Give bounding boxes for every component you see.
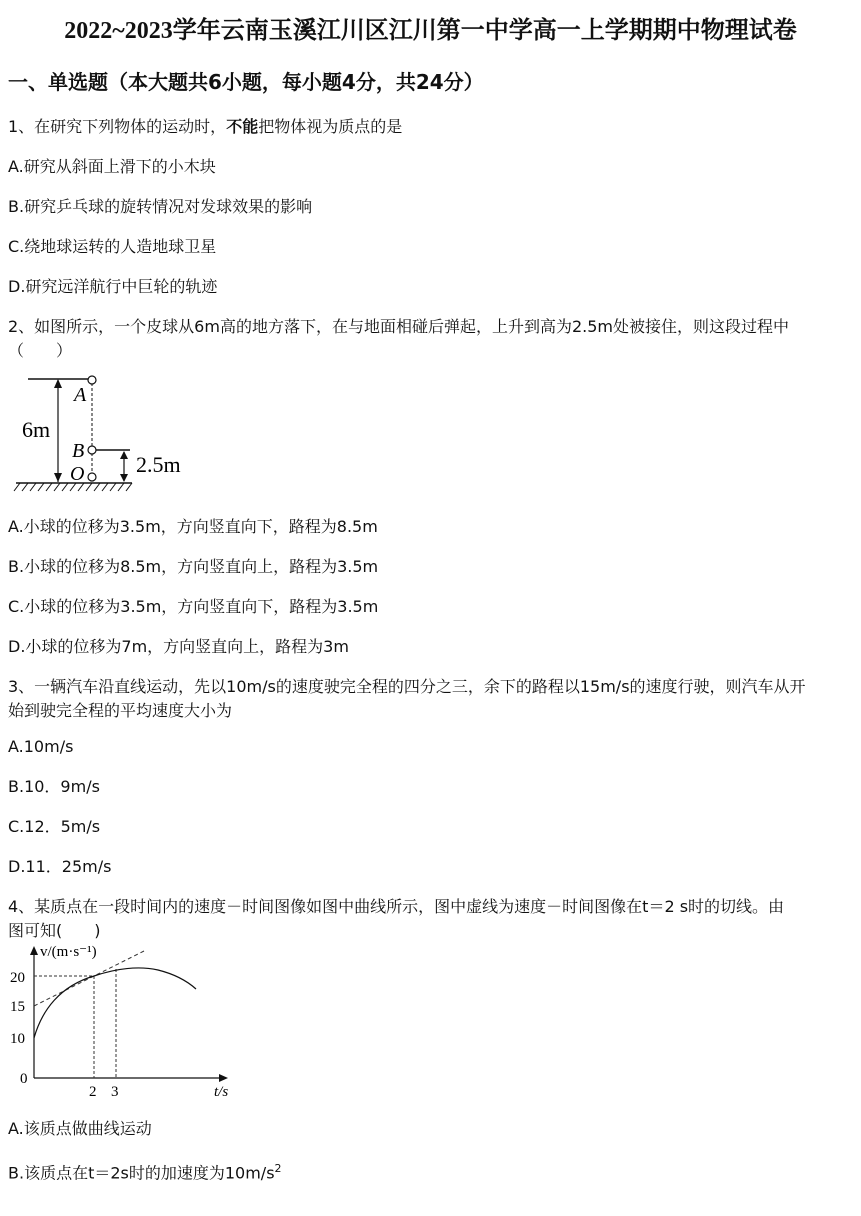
x-tick-3: 3 — [111, 1084, 119, 1100]
q1-suffix: 把物体视为质点的是 — [258, 117, 403, 136]
x-axis-label: t/s — [214, 1084, 229, 1100]
q1-option-a[interactable]: A.研究从斜面上滑下的小木块 — [8, 157, 216, 176]
x-tick-2: 2 — [89, 1084, 97, 1100]
q3-stem-line1: 3、一辆汽车沿直线运动，先以10m/s的速度驶完全程的四分之三，余下的路程以15m/s的速度行驶，则汽车从开 — [8, 677, 806, 696]
q4-option-b-sup: 2 — [274, 1162, 282, 1175]
q1-option-d[interactable]: D.研究远洋航行中巨轮的轨迹 — [8, 277, 218, 296]
y-tick-0: 0 — [20, 1071, 28, 1087]
ball-o-marker — [88, 473, 96, 481]
q4-stem-line1: 4、某质点在一段时间内的速度－时间图像如图中曲线所示，图中虚线为速度－时间图像在t＝2 s时的切线。由 — [8, 897, 785, 916]
q3-option-b[interactable]: B.10．9m/s — [8, 777, 100, 796]
y-axis-label: v/(m·s⁻¹) — [40, 944, 97, 960]
ball-a-marker — [88, 376, 96, 384]
question-1-stem — [8, 116, 853, 138]
q4-option-b[interactable] — [8, 1158, 853, 1184]
q3-option-a[interactable]: A.10m/s — [8, 737, 74, 756]
q2-option-d[interactable]: D.小球的位移为7m，方向竖直向上，路程为3m — [8, 637, 349, 656]
page-title: 2022~2023学年云南玉溪江川区江川第一中学高一上学期期中物理试卷 — [64, 18, 797, 44]
height-2-5m-label: 2.5m — [136, 452, 181, 477]
q2-stem-line1: 2、如图所示，一个皮球从6m高的地方落下，在与地面相碰后弹起，上升到高为2.5m处被接住，则这段过程中 — [8, 317, 789, 336]
q3-stem-line2: 始到驶完全程的平均速度大小为 — [8, 701, 233, 720]
q3-option-c[interactable]: C.12．5m/s — [8, 817, 101, 836]
y-tick-15: 15 — [10, 999, 25, 1015]
velocity-time-graph — [8, 940, 238, 1100]
y-tick-20: 20 — [10, 970, 25, 986]
q3-option-d[interactable]: D.11．25m/s — [8, 857, 112, 876]
section-heading: 一、单选题（本大题共6小题，每小题4分，共24分） — [8, 70, 484, 94]
q2-option-b[interactable]: B.小球的位移为8.5m，方向竖直向上，路程为3.5m — [8, 557, 379, 576]
q4-option-b-text: B.该质点在t＝2s时的加速度为10m/s — [8, 1163, 275, 1183]
q1-emphasis: 不能 — [226, 117, 259, 136]
q4-option-a[interactable]: A.该质点做曲线运动 — [8, 1119, 152, 1138]
point-b-label: B — [72, 440, 85, 462]
ball-b-marker — [88, 446, 96, 454]
q4-stem-line2: 图可知( ) — [8, 921, 101, 940]
q1-option-b[interactable]: B.研究乒乓球的旋转情况对发球效果的影响 — [8, 197, 313, 216]
point-o-label: O — [70, 463, 85, 485]
q1-option-c[interactable]: C.绕地球运转的人造地球卫星 — [8, 237, 217, 256]
q2-option-a[interactable]: A.小球的位移为3.5m，方向竖直向下，路程为8.5m — [8, 517, 378, 536]
point-a-label: A — [74, 384, 87, 406]
height-6m-label: 6m — [22, 417, 51, 442]
ball-bounce-figure — [10, 370, 200, 495]
q2-stem-line2: （ ） — [8, 341, 73, 360]
y-tick-10: 10 — [10, 1031, 25, 1047]
q1-prefix: 1、在研究下列物体的运动时， — [8, 117, 227, 136]
velocity-curve — [34, 968, 196, 1038]
q2-option-c[interactable]: C.小球的位移为3.5m，方向竖直向下，路程为3.5m — [8, 597, 379, 616]
